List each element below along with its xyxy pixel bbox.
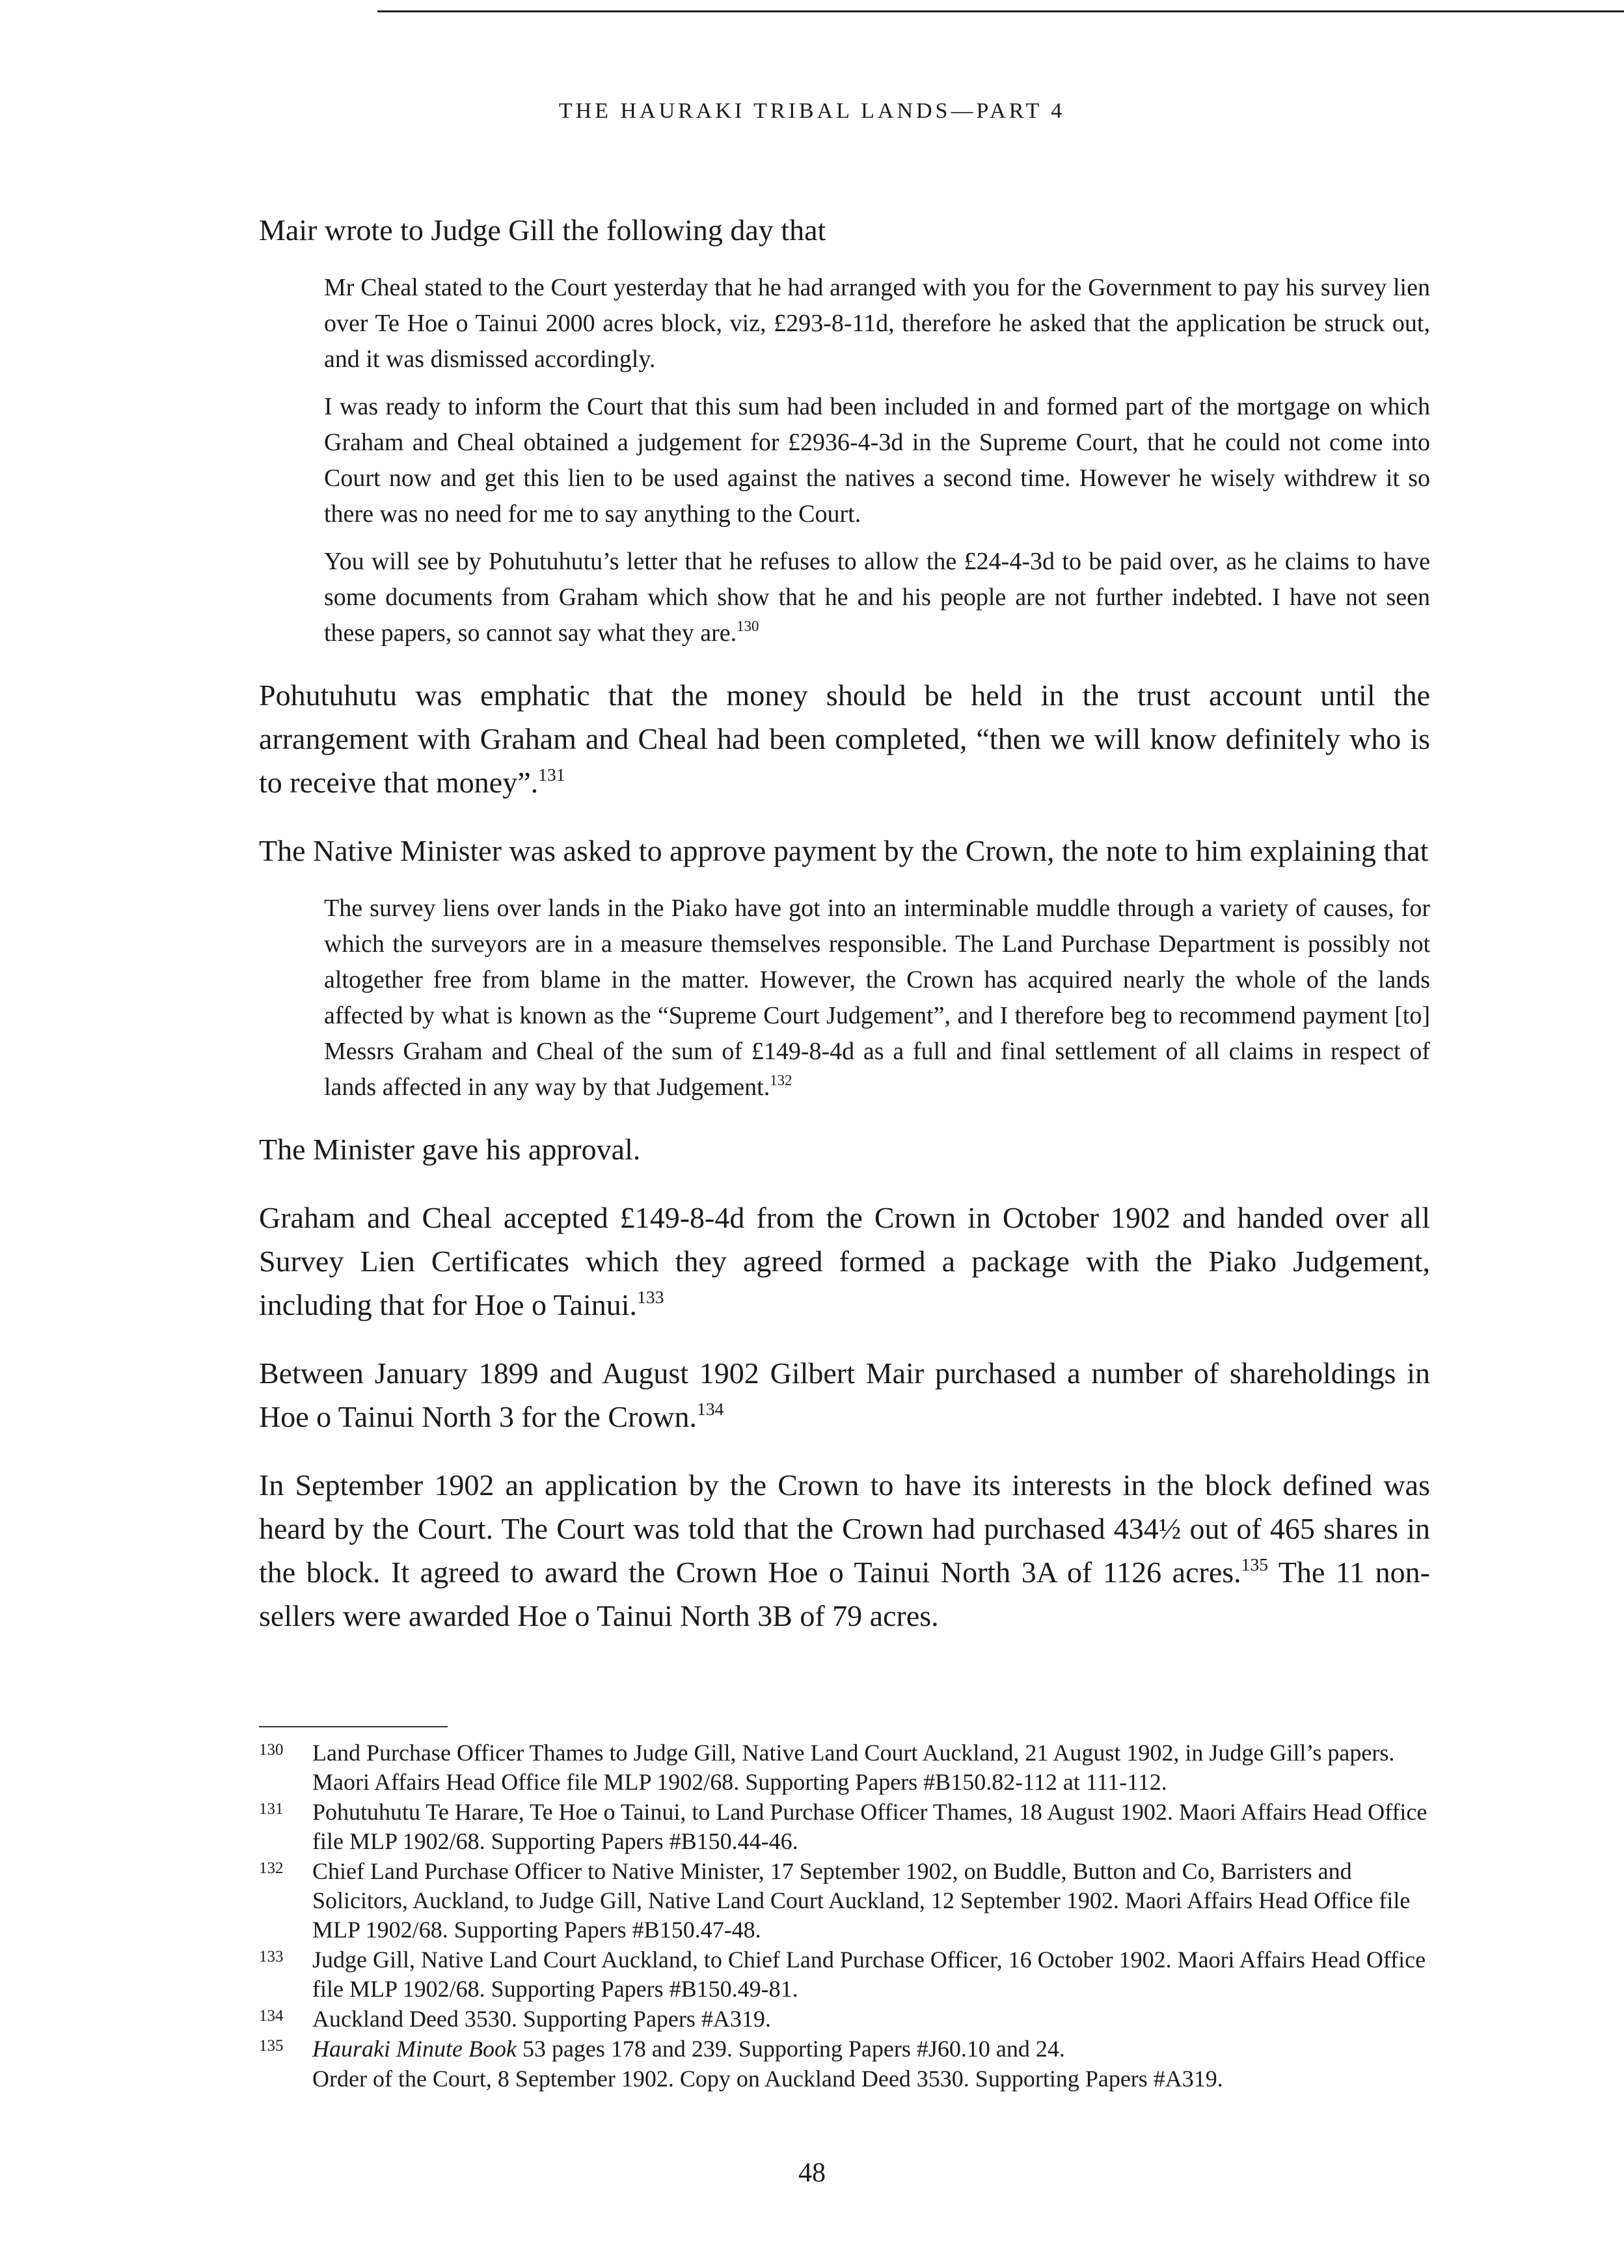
- footnotes: [259, 1738, 1430, 2094]
- footnote-text: Judge Gill, Native Land Court Auckland, to Chief Land Purchase Officer, 16 October 1902. Maori Affairs Head Office file MLP 1902/68. Supporting Papers #B150.49-81.: [312, 1947, 1426, 2002]
- footnote-continuation: Order of the Court, 8 September 1902. Copy on Auckland Deed 3530. Supporting Papers #A319.: [312, 2066, 1223, 2092]
- quote-paragraph: [324, 544, 1430, 651]
- footnote-number: 135: [259, 2037, 284, 2055]
- paragraph-text: The 11 non-sellers were awarded Hoe o Tainui North 3B of 79 acres.: [259, 1556, 1430, 1632]
- footnote: [259, 1738, 1430, 1797]
- body-text: [259, 208, 1430, 1662]
- page-number: 48: [798, 2158, 826, 2188]
- paragraph: [259, 1463, 1430, 1638]
- footnote-number: 133: [259, 1948, 284, 1965]
- footnote-text: Land Purchase Officer Thames to Judge Gill, Native Land Court Auckland, 21 August 1902, in Judge Gill’s papers. Maori Affairs Head Office file MLP 1902/68. Supporting Papers #B150.82-112 at 111-112.: [312, 1740, 1395, 1795]
- block-quote: [324, 891, 1430, 1105]
- paragraph-text: Mair wrote to Judge Gill the following day that: [259, 213, 826, 247]
- quote-paragraph: [324, 891, 1430, 1105]
- footnote-ref: 134: [697, 1399, 724, 1420]
- footnote-number: 134: [259, 2007, 284, 2025]
- footnote: [259, 2034, 1430, 2064]
- footnote-text: Auckland Deed 3530. Supporting Papers #A319.: [312, 2006, 771, 2032]
- quote-paragraph: [324, 389, 1430, 532]
- paragraph-text: Between January 1899 and August 1902 Gilbert Mair purchased a number of shareholdings in Hoe o Tainui North 3 for the Crown.: [259, 1357, 1430, 1433]
- footnote-ref: 131: [538, 764, 565, 785]
- block-quote: [324, 270, 1430, 651]
- footnote-number: 130: [259, 1741, 284, 1759]
- top-rule: [377, 10, 1624, 12]
- paragraph: [259, 1351, 1430, 1438]
- footnote: [259, 1798, 1430, 1856]
- book-title: Hauraki Minute Book: [312, 2036, 517, 2062]
- paragraph: [259, 1127, 1430, 1171]
- quote-text: You will see by Pohutuhutu’s letter that he refuses to allow the £24-4-3d to be paid over, as he claims to have some documents from Graham which show that he and his people are not further indebted. I have not seen these papers, so cannot say what they are.: [324, 548, 1430, 647]
- paragraph: [259, 829, 1430, 872]
- footnote-ref: 132: [770, 1072, 792, 1089]
- footnote: [259, 1857, 1430, 1945]
- footnote-text: [312, 2034, 1430, 2064]
- footnote: [259, 2005, 1430, 2034]
- footnote-number: 131: [259, 1800, 284, 1818]
- footnote-ref: 135: [1241, 1554, 1269, 1575]
- paragraph-text: The Native Minister was asked to approve payment by the Crown, the note to him explaining that: [259, 834, 1429, 867]
- footnote-rule: [259, 1726, 448, 1727]
- paragraph-text: In September 1902 an application by the Crown to have its interests in the block defined was heard by the Court. The Court was told that the Crown had purchased 434½ out of 465 shares in the block. It agreed to award the Crown Hoe o Tainui North 3A of 1126 acres.: [259, 1468, 1430, 1589]
- footnote: [259, 1945, 1430, 2004]
- quote-text: The survey liens over lands in the Piako have got into an interminable muddle through a variety of causes, for which the surveyors are in a measure themselves responsible. The Land Purchase Department is possibly not altogether free from blame in the matter. However, the Crown has acquired nearly the whole of the lands affected by what is known as the “Supreme Court Judgement”, and I therefore beg to recommend payment [to] Messrs Graham and Cheal of the sum of £149-8-4d as a full and final settlement of all claims in respect of lands affected in any way by that Judgement.: [324, 895, 1430, 1101]
- footnote-ref: 133: [637, 1287, 664, 1308]
- footnote-number: 132: [259, 1859, 284, 1877]
- quote-paragraph: [324, 270, 1430, 377]
- footnote-text-part: 53 pages 178 and 239. Supporting Papers #J60.10 and 24.: [516, 2036, 1065, 2062]
- footnote-text: Chief Land Purchase Officer to Native Minister, 17 September 1902, on Buddle, Button and Co, Barristers and Solicitors, Auckland, to Judge Gill, Native Land Court Auckland, 12 September 1902. Maori Affairs Head Office file MLP 1902/68. Supporting Papers #B150.47-48.: [312, 1858, 1411, 1943]
- paragraph-text: The Minister gave his approval.: [259, 1133, 641, 1166]
- paragraph-text: Graham and Cheal accepted £149-8-4d from the Crown in October 1902 and handed over all Survey Lien Certificates which they agreed formed a package with the Piako Judgement, including that for Hoe o Tainui.: [259, 1201, 1430, 1321]
- quote-text: I was ready to inform the Court that this sum had been included in and formed part of the mortgage on which Graham and Cheal obtained a judgement for £2936-4-3d in the Supreme Court, that he could not come into Court now and get this lien to be used against the natives a second time. However he wisely withdrew it so there was no need for me to say anything to the Court.: [324, 393, 1430, 528]
- running-head: THE HAURAKI TRIBAL LANDS—PART 4: [558, 99, 1066, 123]
- paragraph: [259, 1196, 1430, 1327]
- footnote-text: Pohutuhutu Te Harare, Te Hoe o Tainui, to Land Purchase Officer Thames, 18 August 1902. Maori Affairs Head Office file MLP 1902/68. Supporting Papers #B150.44-46.: [312, 1799, 1428, 1854]
- quote-text: Mr Cheal stated to the Court yesterday that he had arranged with you for the Government to pay his survey lien over Te Hoe o Tainui 2000 acres block, viz, £293-8-11d, therefore he asked that the application be struck out, and it was dismissed accordingly.: [324, 274, 1430, 373]
- paragraph: [259, 673, 1430, 804]
- paragraph-text: Pohutuhutu was emphatic that the money should be held in the trust account until the arrangement with Graham and Cheal had been completed, “then we will know definitely who is to receive that money”.: [259, 679, 1430, 799]
- footnote-ref: 130: [737, 618, 759, 635]
- paragraph: [259, 208, 1430, 252]
